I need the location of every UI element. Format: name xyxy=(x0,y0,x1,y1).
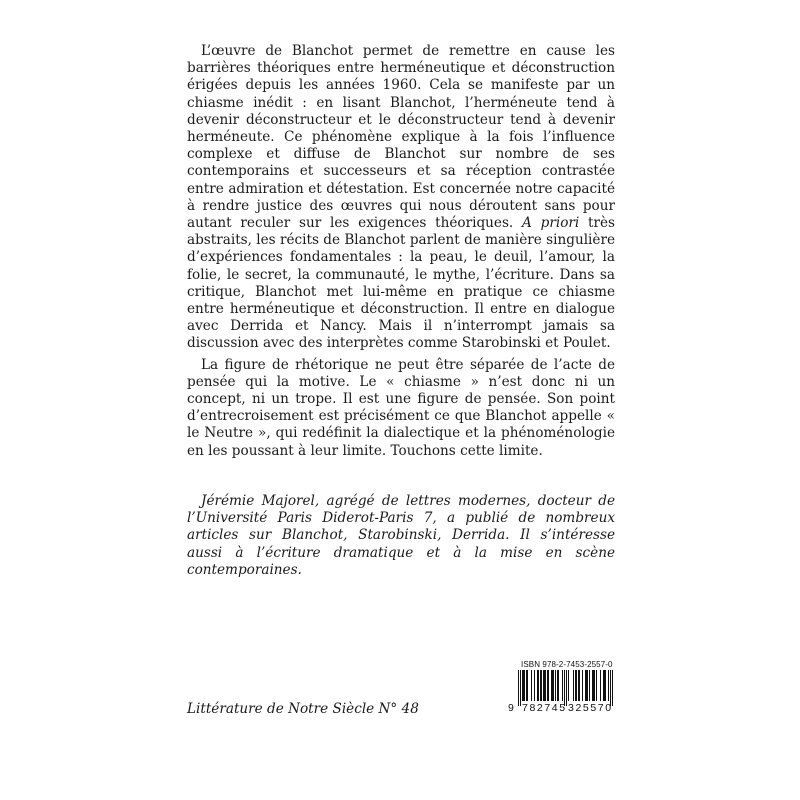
barcode-bar xyxy=(608,670,609,701)
barcode-bar xyxy=(604,670,605,701)
barcode-bar xyxy=(527,670,528,701)
paragraph-1-part-1: L’œuvre de Blanchot permet de remettre en cause les barrières théoriques entre herméneutique et déconstruction érigées depuis les années 1960. Cela se manifeste par un chiasme inédit : en lisant Blanchot, l’herméneute tend à devenir déconstructeur et le déconstructeur tend à devenir herméneute. Ce phénomène explique à la fois l’influence complexe et diffuse de Blanchot sur nombre de ses contemporains et successeurs et sa réception contrastée entre admiration et détestation. Est concernée notre capacité à rendre justice des œuvres qui nous déroutent sans pour autant reculer sur les exigences théoriques. xyxy=(187,43,615,232)
barcode-bar xyxy=(540,670,541,701)
barcode-bar xyxy=(605,670,606,701)
barcode-bar xyxy=(520,670,521,706)
barcode-bar xyxy=(557,670,558,701)
isbn-label: ISBN 978-2-7453-2557-0 xyxy=(521,660,613,669)
barcode-bar xyxy=(573,670,574,701)
barcode-bar xyxy=(568,670,569,701)
barcode-bar xyxy=(586,670,587,701)
barcode-bar xyxy=(531,670,532,701)
barcode-bar xyxy=(596,670,597,701)
barcode-bar xyxy=(544,670,545,701)
barcode-bar xyxy=(564,670,565,706)
barcode-bar xyxy=(575,670,576,701)
barcode-right-group: 325570 xyxy=(568,702,613,714)
barcode-bar xyxy=(576,670,577,701)
paragraph-1-part-3: très abstraits, les récits de Blanchot parlent de manière singulière d’expériences fondamentales : la peau, le deuil, l’amour, la folie, le secret, la communauté, le mythe, l’écriture. Dans sa critique, Blanchot met lui-même en pratique ce chiasme entre herméneutique et déconstruction. Il entre en dialogue avec Derrida et Nancy. Mais il n’interrompt jamais sa discussion avec des interprètes comme Starobinski et Poulet. xyxy=(187,215,616,352)
barcode-bar xyxy=(537,670,538,701)
paragraph-1-italic-a-priori: A priori xyxy=(522,215,580,232)
barcode-bar xyxy=(522,670,523,701)
isbn-barcode xyxy=(508,660,614,716)
barcode-bar xyxy=(538,670,539,701)
barcode-bar xyxy=(610,670,611,706)
barcode-bar xyxy=(558,670,559,701)
back-cover-text xyxy=(187,43,615,464)
paragraph-2 xyxy=(187,357,615,460)
barcode-bar xyxy=(543,670,544,701)
barcode-bar xyxy=(553,670,554,701)
author-bio: Jérémie Majorel, agrégé de lettres modernes, docteur de l’Université Paris Diderot-Paris 7, a publié de nombreux articles sur Blanchot, Starobinski, Derrida. Il s’intéresse aussi à l’écriture dramatique et à la mise en scène contemporaines. xyxy=(187,493,615,578)
barcode-bar xyxy=(541,670,542,701)
barcode-bar xyxy=(589,670,590,701)
barcode-bar xyxy=(566,670,567,706)
barcode-bar xyxy=(555,670,556,701)
barcode-bar xyxy=(587,670,588,701)
barcode-bar xyxy=(578,670,579,701)
barcode-left-group: 782745 xyxy=(522,702,567,714)
barcode-bar xyxy=(523,670,524,701)
barcode-bar xyxy=(518,670,519,706)
barcode-first-digit: 9 xyxy=(508,702,514,714)
barcode-bar xyxy=(524,670,525,701)
barcode-bar xyxy=(548,670,549,701)
barcode-bar xyxy=(585,670,586,701)
barcode-bar xyxy=(534,670,535,701)
barcode-bar xyxy=(551,670,552,701)
paragraph-2-part-1: La figure de rhétorique ne peut être séparée de l’acte de pensée qui la motive. Le « chiasme » n’est donc ni un concept, ni un trope. Il est une figure de pensée. Son point d’entrecroisement est précisément ce que Blanchot appelle « le Neutre », qui redéfinit la dialectique et la phénoménologie en les poussant à leur limite. Touchons cette limite. xyxy=(187,356,615,459)
barcode-bar xyxy=(600,670,601,701)
barcode-bar xyxy=(593,670,594,701)
series-label: Littérature de Notre Siècle N° 48 xyxy=(187,701,419,717)
barcode-bar xyxy=(603,670,604,701)
barcode-bar xyxy=(612,670,613,706)
barcode-bar xyxy=(547,670,548,701)
barcode-bar xyxy=(582,670,583,701)
barcode-bar xyxy=(552,670,553,701)
barcode-bar xyxy=(592,670,593,701)
paragraph-1 xyxy=(187,43,615,353)
barcode-bar xyxy=(526,670,527,701)
barcode-bar xyxy=(579,670,580,701)
barcode-bar xyxy=(594,670,595,701)
barcode-bar xyxy=(562,670,563,701)
barcode-bar xyxy=(545,670,546,701)
